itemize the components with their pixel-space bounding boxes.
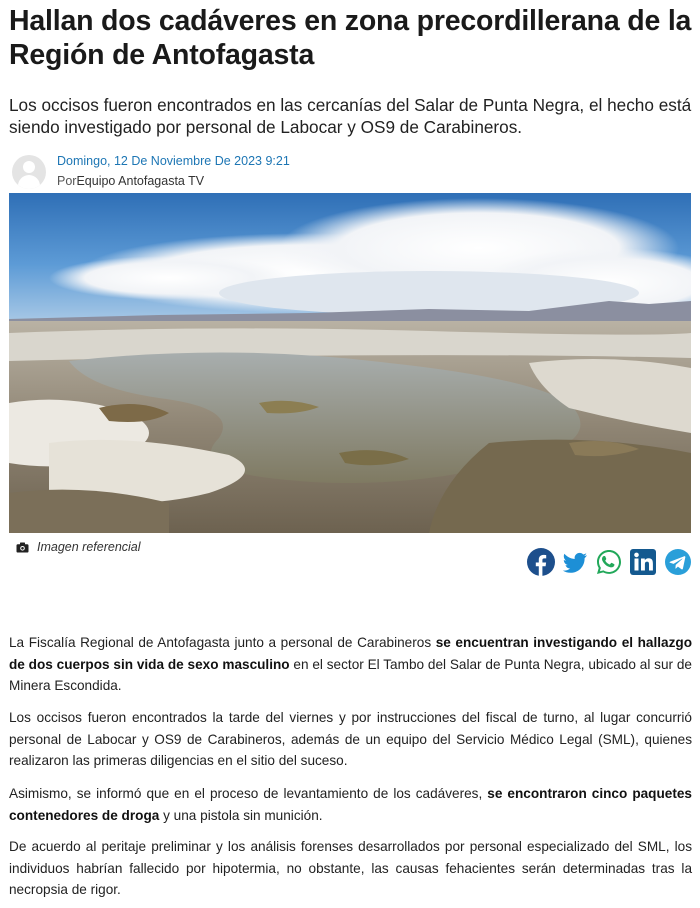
article-photo [9, 193, 691, 533]
author-line [57, 174, 204, 188]
by-label: Por [57, 174, 77, 188]
body-paragraph-3: Asimismo, se informó que en el proceso de levantamiento de los cadáveres, se encontraron cinco paquetes contenedores de droga y una pistola sin munición. [9, 786, 692, 823]
whatsapp-icon[interactable] [595, 548, 623, 576]
body-paragraph-1: La Fiscalía Regional de Antofagasta junto a personal de Carabineros se encuentran investigando el hallazgo de dos cuerpos sin vida de sexo masculino en el sector El Tambo del Salar de Punta Negra, ubicado al sur de Minera Escondida. [9, 635, 692, 693]
body-paragraph-4: De acuerdo al peritaje preliminar y los análisis forenses desarrollados por personal especializado del SML, los individuos habrían fallecido por hipotermia, no obstante, las causas fehacientes serán determinadas tras la necropsia de rigor. [9, 839, 692, 897]
article-lede: Los occisos fueron encontrados en las cercanías del Salar de Punta Negra, el hecho está siendo investigado por personal de Labocar y OS9 de Carabineros. [9, 95, 692, 137]
caption-text: Imagen referencial [37, 540, 141, 554]
body-paragraph-2: Los occisos fueron encontrados la tarde del viernes y por instrucciones del fiscal de turno, al lugar concurrió personal de Labocar y OS9 de Carabineros, además de un equipo del Servicio Médico Legal (SML), quienes realizaron las primeras diligencias en el sitio del suceso. [9, 710, 692, 768]
camera-icon [16, 542, 29, 553]
share-bar [527, 548, 693, 576]
byline [12, 152, 412, 192]
publish-date: Domingo, 12 De Noviembre De 2023 9:21 [57, 154, 290, 168]
image-caption [16, 540, 141, 554]
telegram-icon[interactable] [664, 548, 692, 576]
facebook-icon[interactable] [527, 548, 555, 576]
twitter-icon[interactable] [561, 548, 589, 576]
author-avatar [12, 155, 46, 189]
author-name[interactable]: Equipo Antofagasta TV [76, 174, 205, 188]
article-title: Hallan dos cadáveres en zona precordillerana de la Región de Antofagasta [9, 5, 692, 71]
linkedin-icon[interactable] [629, 548, 657, 576]
